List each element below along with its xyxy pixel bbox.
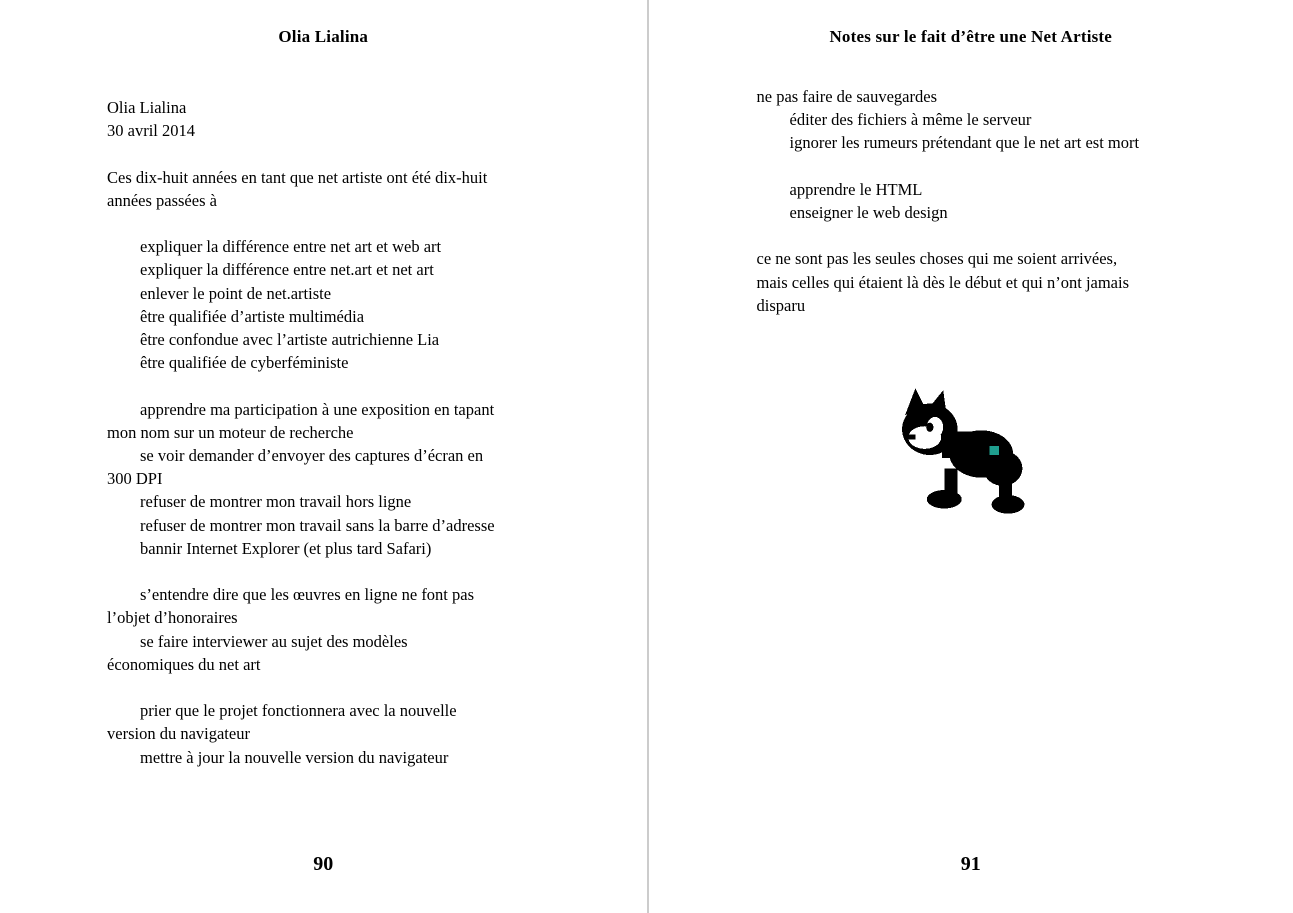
text-line: éditer des fichiers à même le serveur <box>789 110 1032 130</box>
text-line: refuser de montrer mon travail hors ligne <box>140 492 412 512</box>
page-header-right: Notes sur le fait d’être une Net Artiste <box>829 27 1113 46</box>
text-line: refuser de montrer mon travail sans la barre d’adresse <box>140 515 495 535</box>
text-line: expliquer la différence entre net.art et net art <box>140 260 434 280</box>
text-line <box>757 155 1237 178</box>
text-line: être confondue avec l’artiste autrichienne Lia <box>140 330 440 349</box>
text-line <box>107 676 577 699</box>
page-number-left: 90 <box>313 853 334 875</box>
text-line: s’entendre dire que les œuvres en ligne ne font pas <box>140 585 475 605</box>
text-line: apprendre ma participation à une exposition en tapant <box>140 399 495 419</box>
text-line: bannir Internet Explorer (et plus tard Safari) <box>140 538 432 558</box>
text-line: apprendre le HTML <box>789 179 923 199</box>
text-line: 30 avril 2014 <box>107 121 195 141</box>
text-line: mais celles qui étaient là dès le début et qui n’ont jamais <box>756 272 1130 292</box>
page-right <box>647 0 1293 913</box>
page-right-text <box>757 85 1237 317</box>
text-line <box>107 374 577 397</box>
text-line: ce ne sont pas les seules choses qui me soient arrivées, <box>756 249 1118 269</box>
page-left-text <box>107 96 577 769</box>
text-line: années passées à <box>107 190 217 210</box>
text-line: expliquer la différence entre net art et web art <box>140 237 442 257</box>
page-header-left: Olia Lialina <box>278 27 369 46</box>
text-line: mettre à jour la nouvelle version du navigateur <box>140 747 449 767</box>
text-line: prier que le projet fonctionnera avec la nouvelle <box>140 701 457 721</box>
text-line: enlever le point de net.artiste <box>140 283 332 303</box>
text-line: disparu <box>756 295 806 315</box>
text-line: se faire interviewer au sujet des modèles <box>140 631 408 651</box>
text-line: se voir demander d’envoyer des captures d’écran en <box>140 446 484 465</box>
text-line: Olia Lialina <box>107 98 187 117</box>
felix-cat-icon <box>899 386 1043 522</box>
felix-cat-image <box>899 386 1043 522</box>
text-line: version du navigateur <box>107 724 250 744</box>
text-line: l’objet d’honoraires <box>107 608 238 628</box>
text-line: ne pas faire de sauvegardes <box>756 87 937 106</box>
text-line: Ces dix-huit années en tant que net artiste ont été dix-huit <box>107 167 488 187</box>
text-line <box>107 212 577 235</box>
text-line: économiques du net art <box>107 654 261 674</box>
text-line <box>757 224 1237 247</box>
text-line: être qualifiée de cyberféministe <box>140 353 349 373</box>
text-line: être qualifiée d’artiste multimédia <box>140 306 365 326</box>
page-number-right: 91 <box>960 853 981 875</box>
text-line: ignorer les rumeurs prétendant que le net art est mort <box>789 133 1140 153</box>
text-line: enseigner le web design <box>789 203 948 222</box>
text-line <box>107 560 577 583</box>
text-line: 300 DPI <box>107 469 163 489</box>
text-line <box>107 142 577 165</box>
text-line: mon nom sur un moteur de recherche <box>107 422 354 442</box>
